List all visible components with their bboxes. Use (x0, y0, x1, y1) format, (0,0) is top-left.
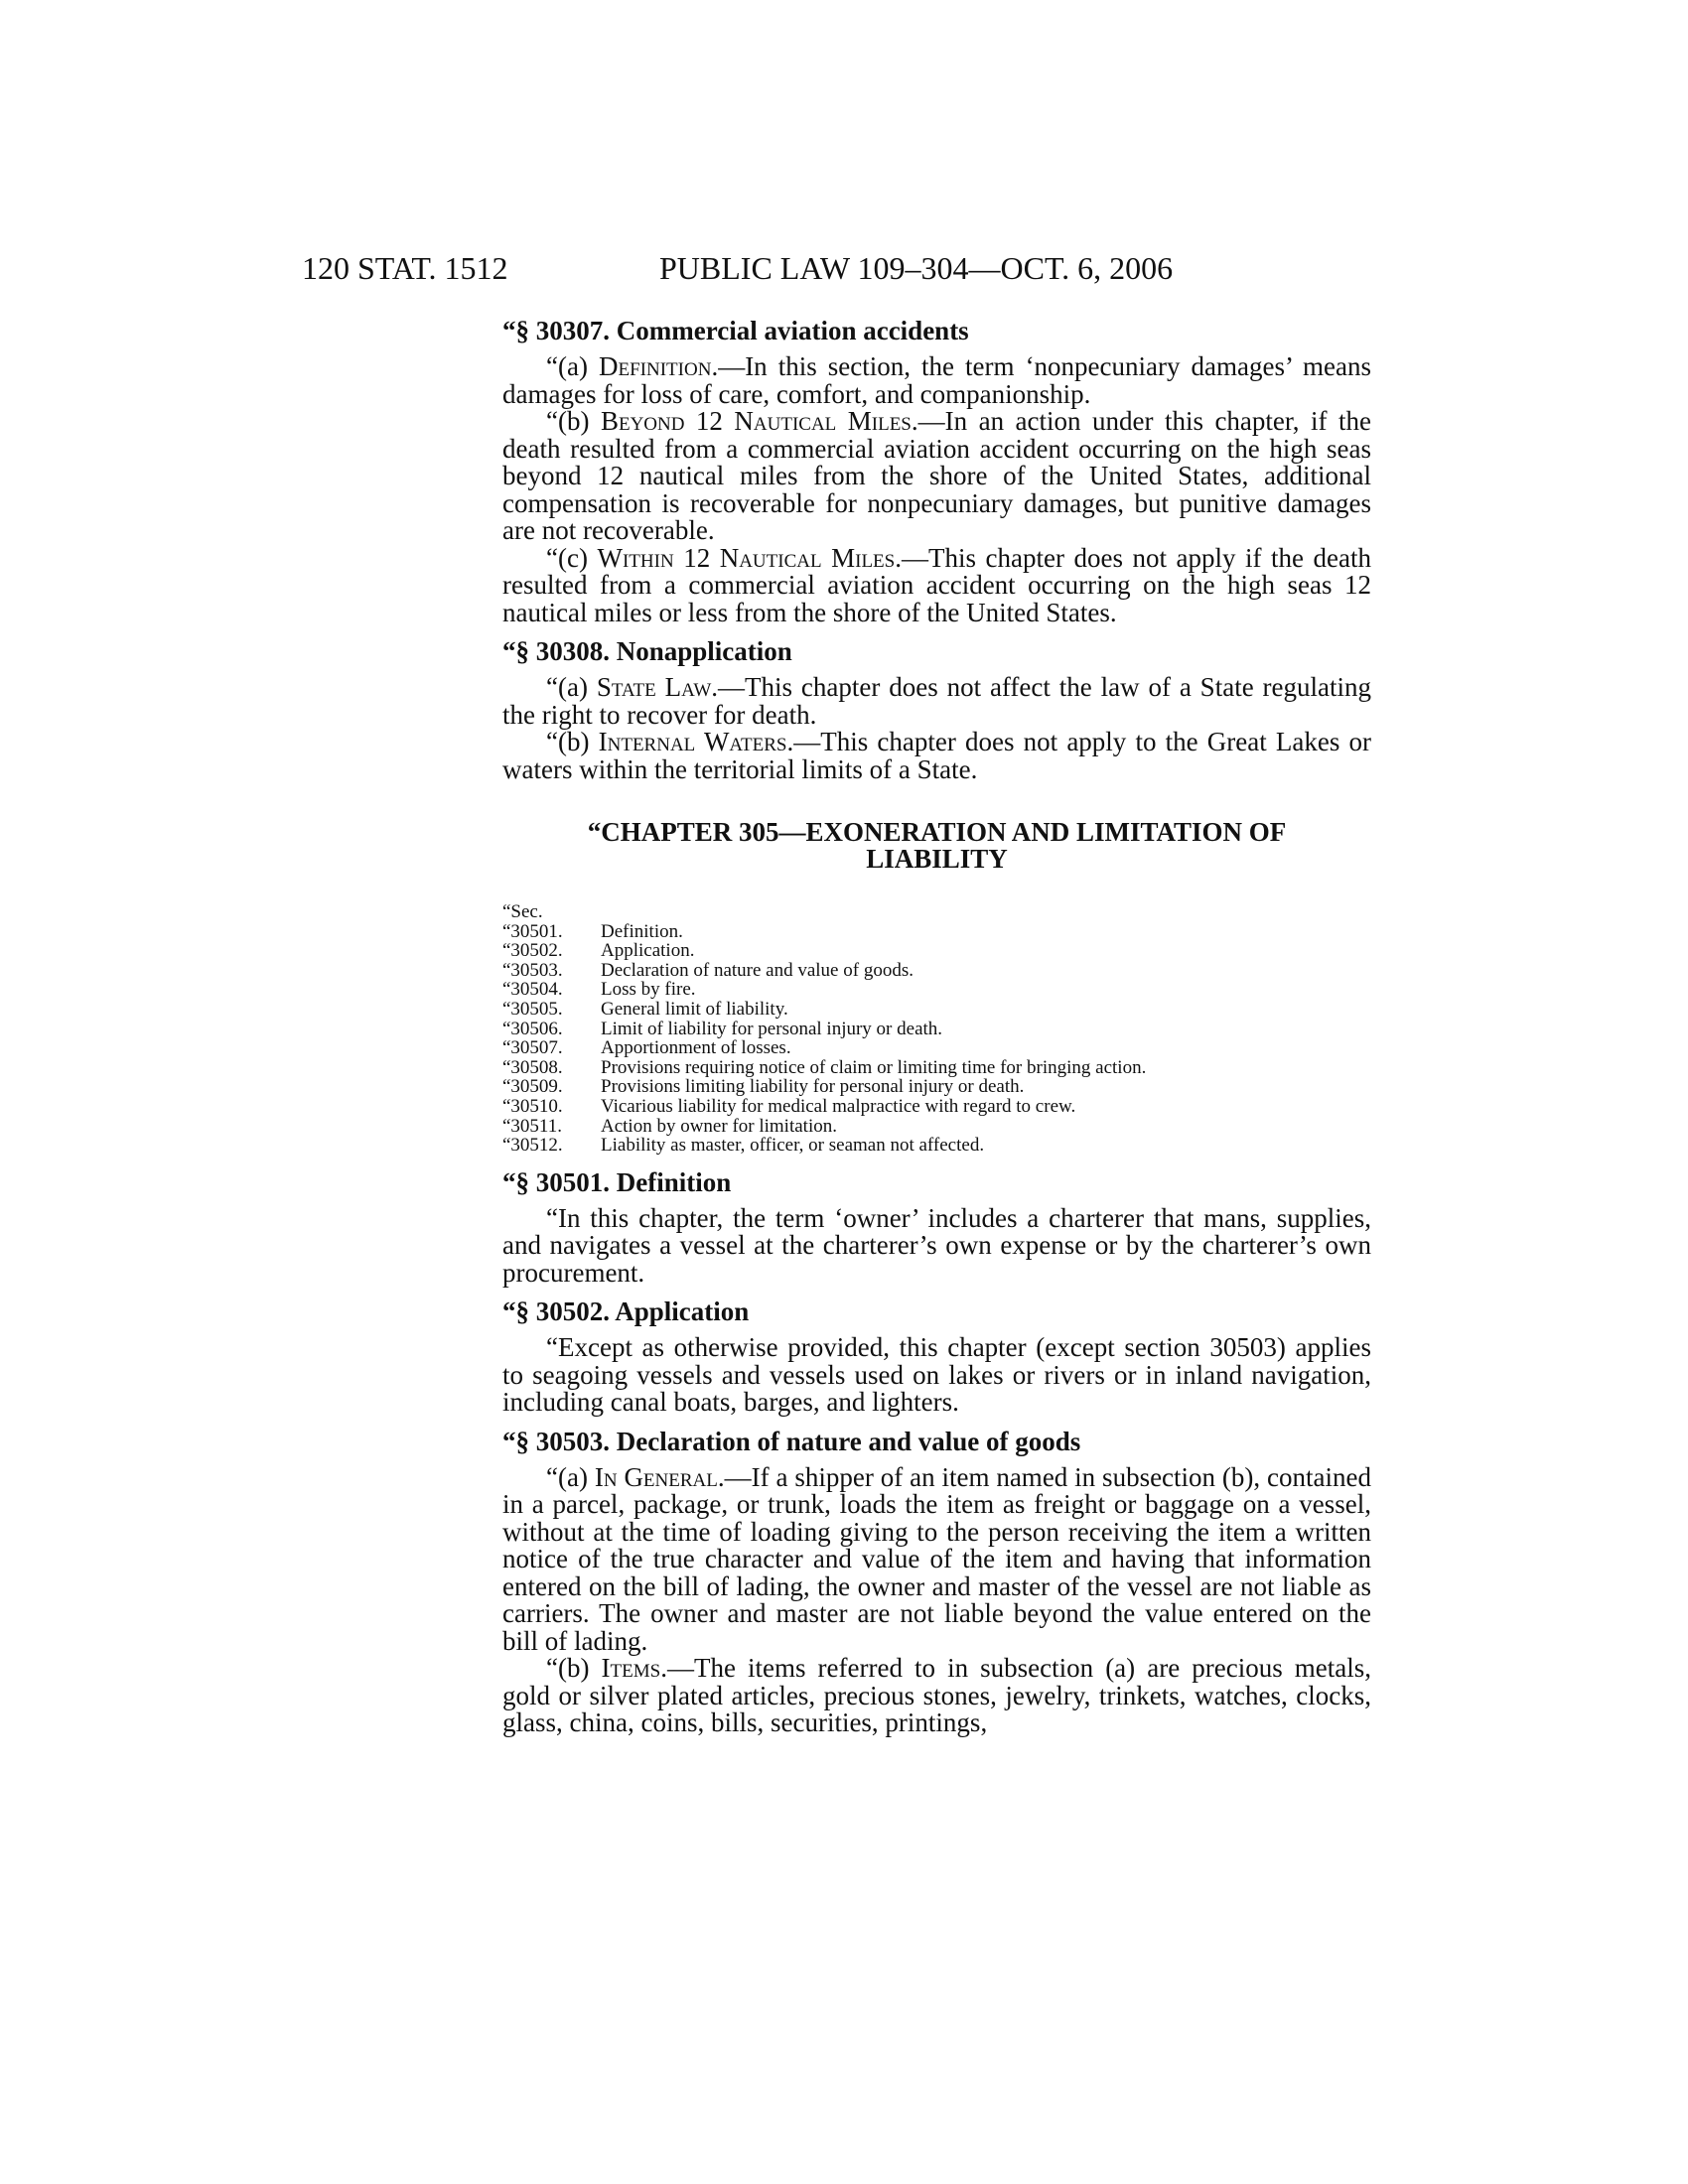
section-heading-30307: “§ 30307. Commercial aviation accidents (502, 316, 969, 345)
toc-row: “30506. Limit of liability for personal injury or death. (502, 1018, 943, 1039)
paragraph-30307-a: “(a) Definition.—In this section, the term ‘nonpecuniary damages’ means damages for loss of care, comfort, and companionship. (502, 351, 1371, 409)
toc-sec-label: “Sec. (502, 901, 543, 922)
toc-row: “30507. Apportionment of losses. (502, 1037, 791, 1059)
paragraph-30501: “In this chapter, the term ‘owner’ includes a charterer that mans, supplies, and navigates a vessel at the charterer’s own expense or by the charterer’s own procurement. (502, 1202, 1371, 1288)
page-stat-citation: 120 STAT. 1512 (302, 250, 508, 286)
chapter-heading-line-2: LIABILITY (866, 844, 1008, 874)
toc-row: “30512. Liability as master, officer, or seaman not affected. (502, 1135, 985, 1157)
toc-row: “30508. Provisions requiring notice of claim or limiting time for bringing action. (502, 1056, 1147, 1078)
section-heading-30503: “§ 30503. Declaration of nature and value of goods (502, 1426, 1081, 1456)
chapter-heading-line-1: “CHAPTER 305—EXONERATION AND LIMITATION OF (587, 817, 1287, 847)
toc-row: “30510. Vicarious liability for medical malpractice with regard to crew. (502, 1095, 1076, 1117)
toc-row: “30503. Declaration of nature and value of goods. (502, 959, 914, 981)
toc-row: “30509. Provisions limiting liability for personal injury or death. (502, 1076, 1025, 1098)
toc-row: “30501. Definition. (502, 920, 683, 942)
toc-row: “30502. Application. (502, 940, 695, 962)
toc-row: “30511. Action by owner for limitation. (502, 1115, 837, 1137)
chapter-heading (502, 819, 1371, 873)
section-heading-30308: “§ 30308. Nonapplication (502, 636, 792, 666)
paragraph-30307-c: “(c) Within 12 Nautical Miles.—This chapter does not apply if the death resulted from a commercial aviation accident occurring on the high seas 12 nautical miles or less from the shore of the United States. (502, 542, 1372, 627)
toc-row: “30504. Loss by fire. (502, 979, 696, 1001)
paragraph-30308-a: “(a) State Law.—This chapter does not affect the law of a State regulating the right to recover for death. (502, 672, 1372, 730)
table-of-sections (502, 902, 1371, 1156)
paragraph-30308-b: “(b) Internal Waters.—This chapter does not apply to the Great Lakes or waters within the territorial limits of a State. (502, 727, 1371, 784)
paragraph-30502: “Except as otherwise provided, this chapter (except section 30503) applies to seagoing vessels and vessels used on lakes or rivers or in inland navigation, including canal boats, barges, and lighters. (502, 1332, 1371, 1418)
paragraph-30503-b: “(b) Items.—The items referred to in subsection (a) are precious metals, gold or silver plated articles, precious stones, jewelry, trinkets, watches, clocks, glass, china, coins, bills, securities, printings, (502, 1653, 1372, 1738)
paragraph-30503-a: “(a) In General.—If a shipper of an item named in subsection (b), contained in a parcel, package, or trunk, loads the item as freight or baggage on a vessel, without at the time of loading giving to the person receiving the item a written notice of the true character and value of the item and having that information entered on the bill of lading, the owner and master of the vessel are not liable as carriers. The owner and master are not liable beyond the value entered on the bill of lading. (502, 1461, 1371, 1656)
paragraph-30307-b: “(b) Beyond 12 Nautical Miles.—In an action under this chapter, if the death resulted from a commercial aviation accident occurring on the high seas beyond 12 nautical miles from the shore of the United States, additional compensation is recoverable for nonpecuniary damages, but punitive damages are not recoverable. (502, 406, 1371, 545)
page-body (502, 316, 1371, 1737)
section-heading-30501: “§ 30501. Definition (502, 1166, 732, 1197)
toc-row: “30505. General limit of liability. (502, 998, 788, 1020)
section-heading-30502: “§ 30502. Application (502, 1297, 750, 1327)
running-header: PUBLIC LAW 109–304—OCT. 6, 2006 (659, 250, 1174, 286)
